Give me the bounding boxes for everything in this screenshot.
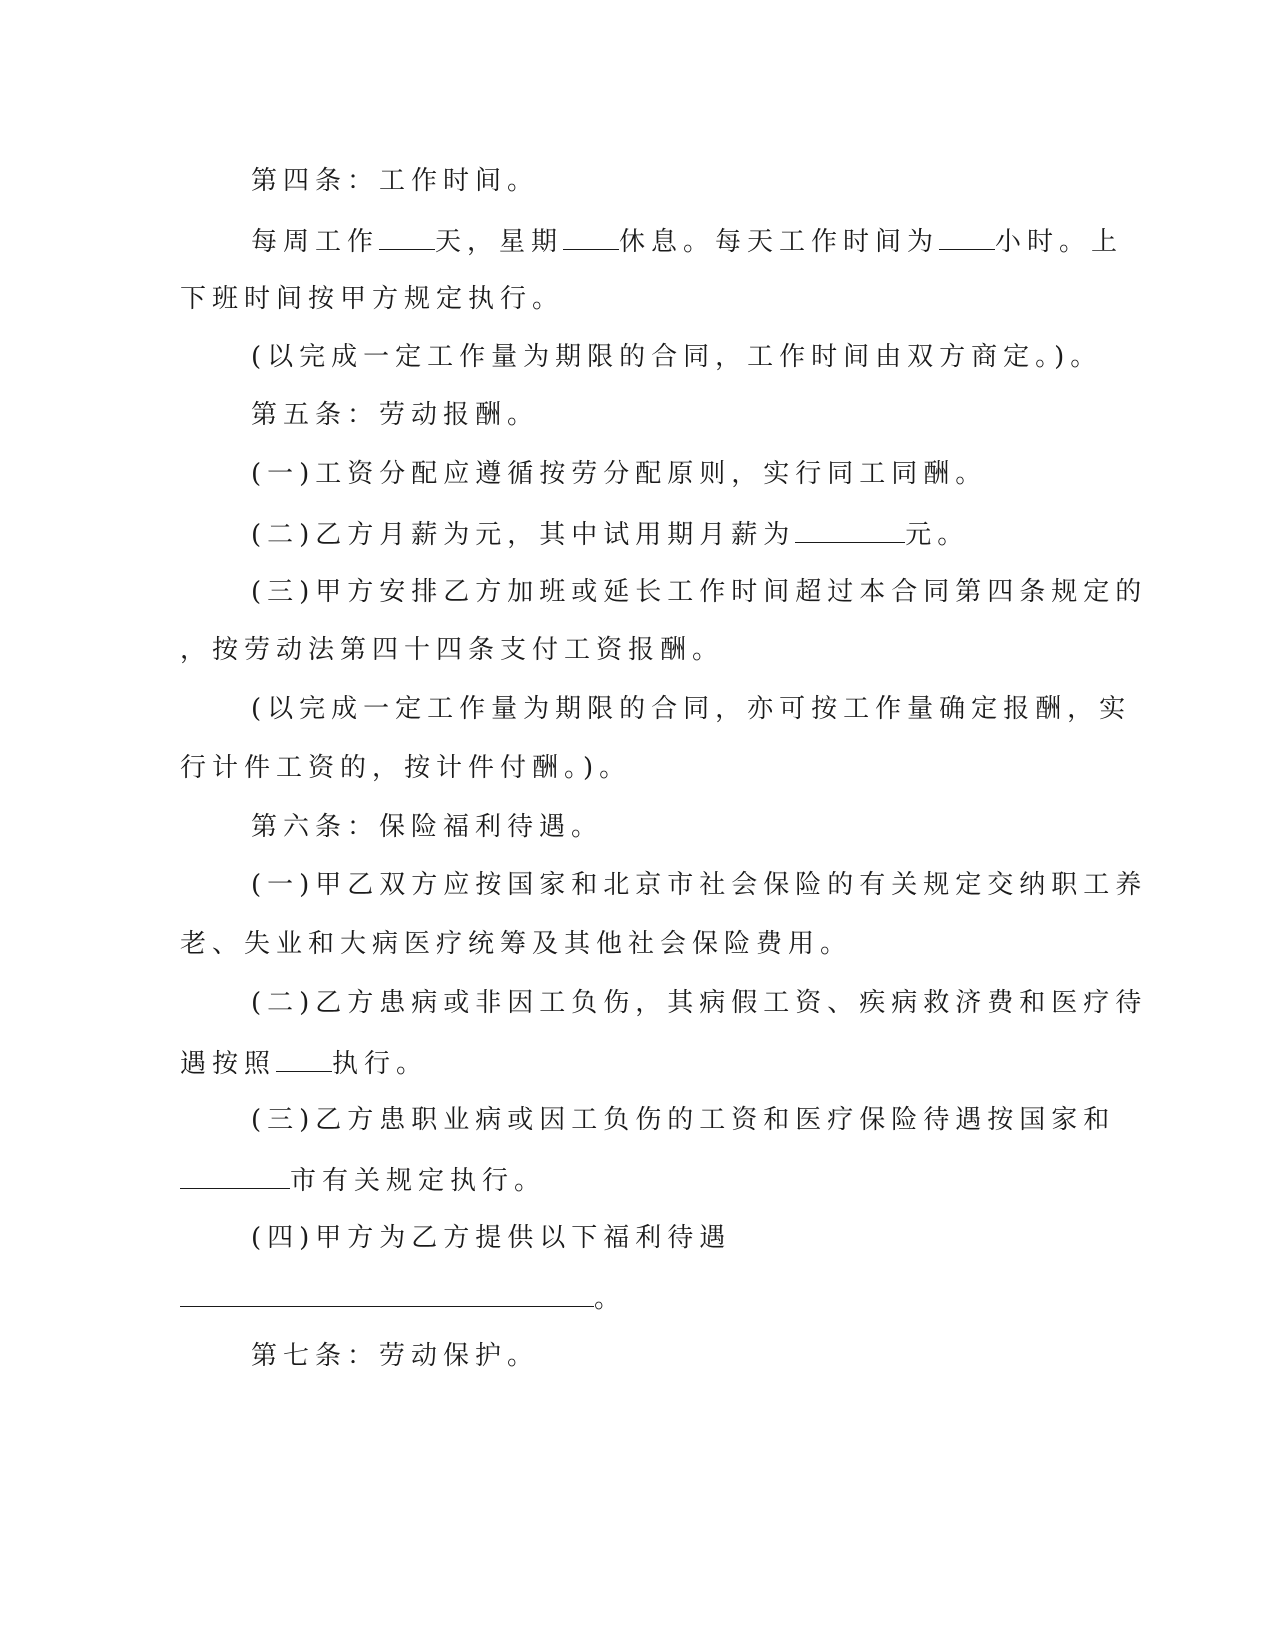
- text-segment: 执行。: [332, 1049, 429, 1079]
- text-segment: 市有关规定执行。: [290, 1166, 547, 1196]
- fill-in-blank-weekday[interactable]: [563, 223, 619, 250]
- fill-in-blank-city[interactable]: [180, 1162, 290, 1189]
- article-7-title: 第七条：劳动保护。: [251, 1341, 540, 1371]
- article-6-item-2-line-2: [180, 1045, 428, 1081]
- article-5-item-3-line-2: ，按劳动法第四十四条支付工资报酬。: [180, 635, 725, 665]
- text-segment: 小时。上: [995, 227, 1124, 257]
- article-6-item-3-line-2: [180, 1162, 546, 1198]
- article-5-item-2: [251, 516, 969, 552]
- text-segment: 遇按照: [180, 1049, 277, 1079]
- text-segment: 元。: [905, 520, 970, 550]
- article-5-item-3-line-1: (三)甲方安排乙方加班或延长工作时间超过本合同第四条规定的: [251, 577, 1148, 607]
- article-6-item-4-line-1: (四)甲方为乙方提供以下福利待遇: [251, 1223, 732, 1253]
- text-segment: 休息。每天工作时间为: [619, 227, 940, 257]
- article-4-paragraph-line-1: [251, 223, 1123, 259]
- article-5-note-line-1: (以完成一定工作量为期限的合同，亦可按工作量确定报酬，实: [251, 694, 1132, 724]
- article-4-title: 第四条：工作时间。: [251, 166, 540, 196]
- text-segment: 每周工作: [251, 227, 380, 257]
- fill-in-blank-probation-salary[interactable]: [795, 516, 905, 543]
- fill-in-blank-hours[interactable]: [939, 223, 995, 250]
- text-segment: (二)乙方月薪为元，其中试用期月薪为: [251, 520, 796, 550]
- article-6-item-4-line-2: [180, 1280, 626, 1316]
- fill-in-blank-sick-leave-basis[interactable]: [276, 1045, 332, 1072]
- article-6-item-1-line-1: (一)甲乙双方应按国家和北京市社会保险的有关规定交纳职工养: [251, 870, 1148, 900]
- article-6-item-1-line-2: 老、失业和大病医疗统筹及其他社会保险费用。: [180, 929, 853, 959]
- article-6-title: 第六条：保险福利待遇。: [251, 812, 604, 842]
- article-6-item-2-line-1: (二)乙方患病或非因工负伤，其病假工资、疾病救济费和医疗待: [251, 988, 1148, 1018]
- article-5-title: 第五条：劳动报酬。: [251, 400, 540, 430]
- article-6-item-3-line-1: (三)乙方患职业病或因工负伤的工资和医疗保险待遇按国家和: [251, 1105, 1116, 1135]
- article-5-item-1: (一)工资分配应遵循按劳分配原则，实行同工同酬。: [251, 459, 988, 489]
- text-segment: 。: [594, 1284, 627, 1314]
- fill-in-blank-welfare-benefits[interactable]: [180, 1280, 594, 1307]
- article-4-paragraph-line-2: 下班时间按甲方规定执行。: [180, 284, 565, 314]
- article-4-note: (以完成一定工作量为期限的合同，工作时间由双方商定。)。: [251, 342, 1103, 372]
- text-segment: 天，星期: [435, 227, 564, 257]
- fill-in-blank-days[interactable]: [379, 223, 435, 250]
- article-5-note-line-2: 行计件工资的，按计件付酬。)。: [180, 753, 632, 783]
